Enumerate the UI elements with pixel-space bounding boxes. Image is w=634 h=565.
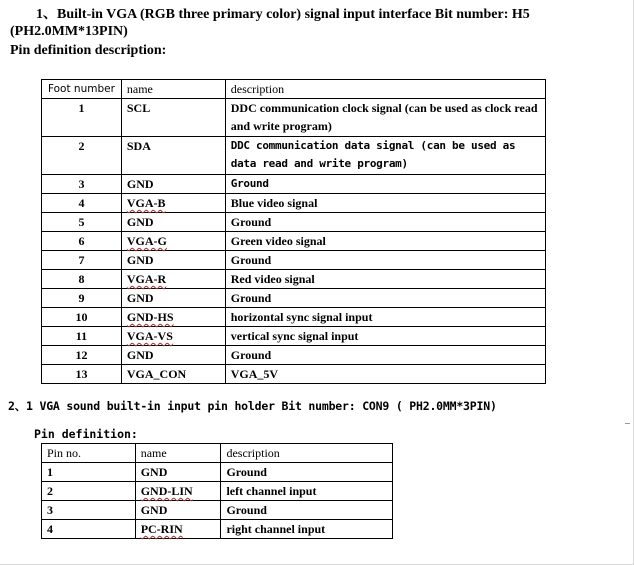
table-row — [42, 213, 546, 232]
table-row — [42, 251, 546, 270]
header-pin-no: Pin no. — [42, 444, 136, 463]
pin-name — [121, 194, 225, 213]
pin-description: Red video signal — [225, 270, 545, 289]
header-description: description — [221, 444, 393, 463]
pin-number: 13 — [42, 365, 122, 384]
page-edge-mark — [625, 423, 630, 424]
pin-description: DDC communication clock signal (can be used as clock read and write program) — [225, 99, 545, 137]
pin-name — [135, 482, 221, 501]
pin-description: Ground — [221, 501, 393, 520]
pin-description: VGA_5V — [225, 365, 545, 384]
pin-number: 2 — [42, 482, 136, 501]
table-row — [42, 232, 546, 251]
pin-name: SDA — [121, 137, 225, 175]
pin-description: Ground — [221, 463, 393, 482]
pin-number: 7 — [42, 251, 122, 270]
pin-name: GND — [121, 251, 225, 270]
header-description: description — [225, 80, 545, 99]
pin-name: GND — [121, 346, 225, 365]
pin-name: GND — [121, 289, 225, 308]
section2-pin-title: Pin definition: — [34, 427, 138, 441]
pin-name — [121, 232, 225, 251]
pin-number: 12 — [42, 346, 122, 365]
table-row — [42, 365, 546, 384]
pin-number: 2 — [42, 137, 122, 175]
pin-name — [121, 308, 225, 327]
pin-description: Blue video signal — [225, 194, 545, 213]
section1-number: 1、 — [36, 7, 57, 22]
header-name: name — [121, 80, 225, 99]
pin-name — [121, 327, 225, 346]
pin-description: Green video signal — [225, 232, 545, 251]
pin-description: left channel input — [221, 482, 393, 501]
pin-number: 1 — [42, 463, 136, 482]
pin-number: 4 — [42, 194, 122, 213]
section2-heading: 2、1 VGA sound built-in input pin holder Bit number: CON9 ( PH2.0MM*3PIN) — [8, 399, 497, 413]
pin-description: Ground — [225, 251, 545, 270]
vga-pin-table — [41, 79, 546, 384]
pin-description: Ground — [225, 213, 545, 232]
pin-name-text: GND-LIN — [140, 484, 193, 498]
pin-name: GND — [121, 213, 225, 232]
pin-number: 5 — [42, 213, 122, 232]
table-row — [42, 99, 546, 137]
pin-name: SCL — [121, 99, 225, 137]
pin-description: Ground — [225, 346, 545, 365]
pin-description: Ground — [225, 175, 545, 194]
section1-heading — [10, 6, 625, 40]
pin-description: right channel input — [221, 520, 393, 539]
pin-description: DDC communication data signal (can be used as data read and write program) — [225, 137, 545, 175]
table-row — [42, 175, 546, 194]
pin-name-text: GND-HS — [126, 310, 174, 324]
table-row — [42, 482, 393, 501]
table-row — [42, 270, 546, 289]
pin-number: 1 — [42, 99, 122, 137]
table-row — [42, 327, 546, 346]
pin-number: 11 — [42, 327, 122, 346]
pin-name: GND — [121, 175, 225, 194]
table-row — [42, 194, 546, 213]
pin-name: VGA_CON — [121, 365, 225, 384]
sound-pin-table — [41, 443, 393, 539]
pin-name-text: PC-RIN — [140, 522, 183, 536]
table-row — [42, 308, 546, 327]
pin-number: 3 — [42, 175, 122, 194]
table-row — [42, 137, 546, 175]
header-name: name — [135, 444, 221, 463]
pin-number: 3 — [42, 501, 136, 520]
pin-number: 10 — [42, 308, 122, 327]
pin-description: vertical sync signal input — [225, 327, 545, 346]
pin-name: GND — [135, 463, 221, 482]
pin-number: 8 — [42, 270, 122, 289]
pin-name-text: VGA-R — [126, 272, 167, 286]
table-header-row — [42, 80, 546, 99]
pin-number: 6 — [42, 232, 122, 251]
table-header-row — [42, 444, 393, 463]
section1-heading-text: Built-in VGA (RGB three primary color) signal input interface Bit number: H5 (PH2.0MM*13PIN) — [10, 7, 530, 39]
table-row — [42, 520, 393, 539]
header-foot-number: Foot number — [42, 80, 122, 99]
table-row — [42, 289, 546, 308]
table-row — [42, 346, 546, 365]
pin-name: GND — [135, 501, 221, 520]
section1-pin-title: Pin definition description: — [10, 43, 167, 58]
pin-name-text: VGA-B — [126, 196, 166, 210]
table-row — [42, 501, 393, 520]
pin-number: 9 — [42, 289, 122, 308]
table-row — [42, 463, 393, 482]
pin-name — [121, 270, 225, 289]
pin-description: Ground — [225, 289, 545, 308]
pin-name-text: VGA-VS — [126, 329, 173, 343]
pin-number: 4 — [42, 520, 136, 539]
pin-name-text: VGA-G — [126, 234, 167, 248]
pin-description: horizontal sync signal input — [225, 308, 545, 327]
pin-name — [135, 520, 221, 539]
